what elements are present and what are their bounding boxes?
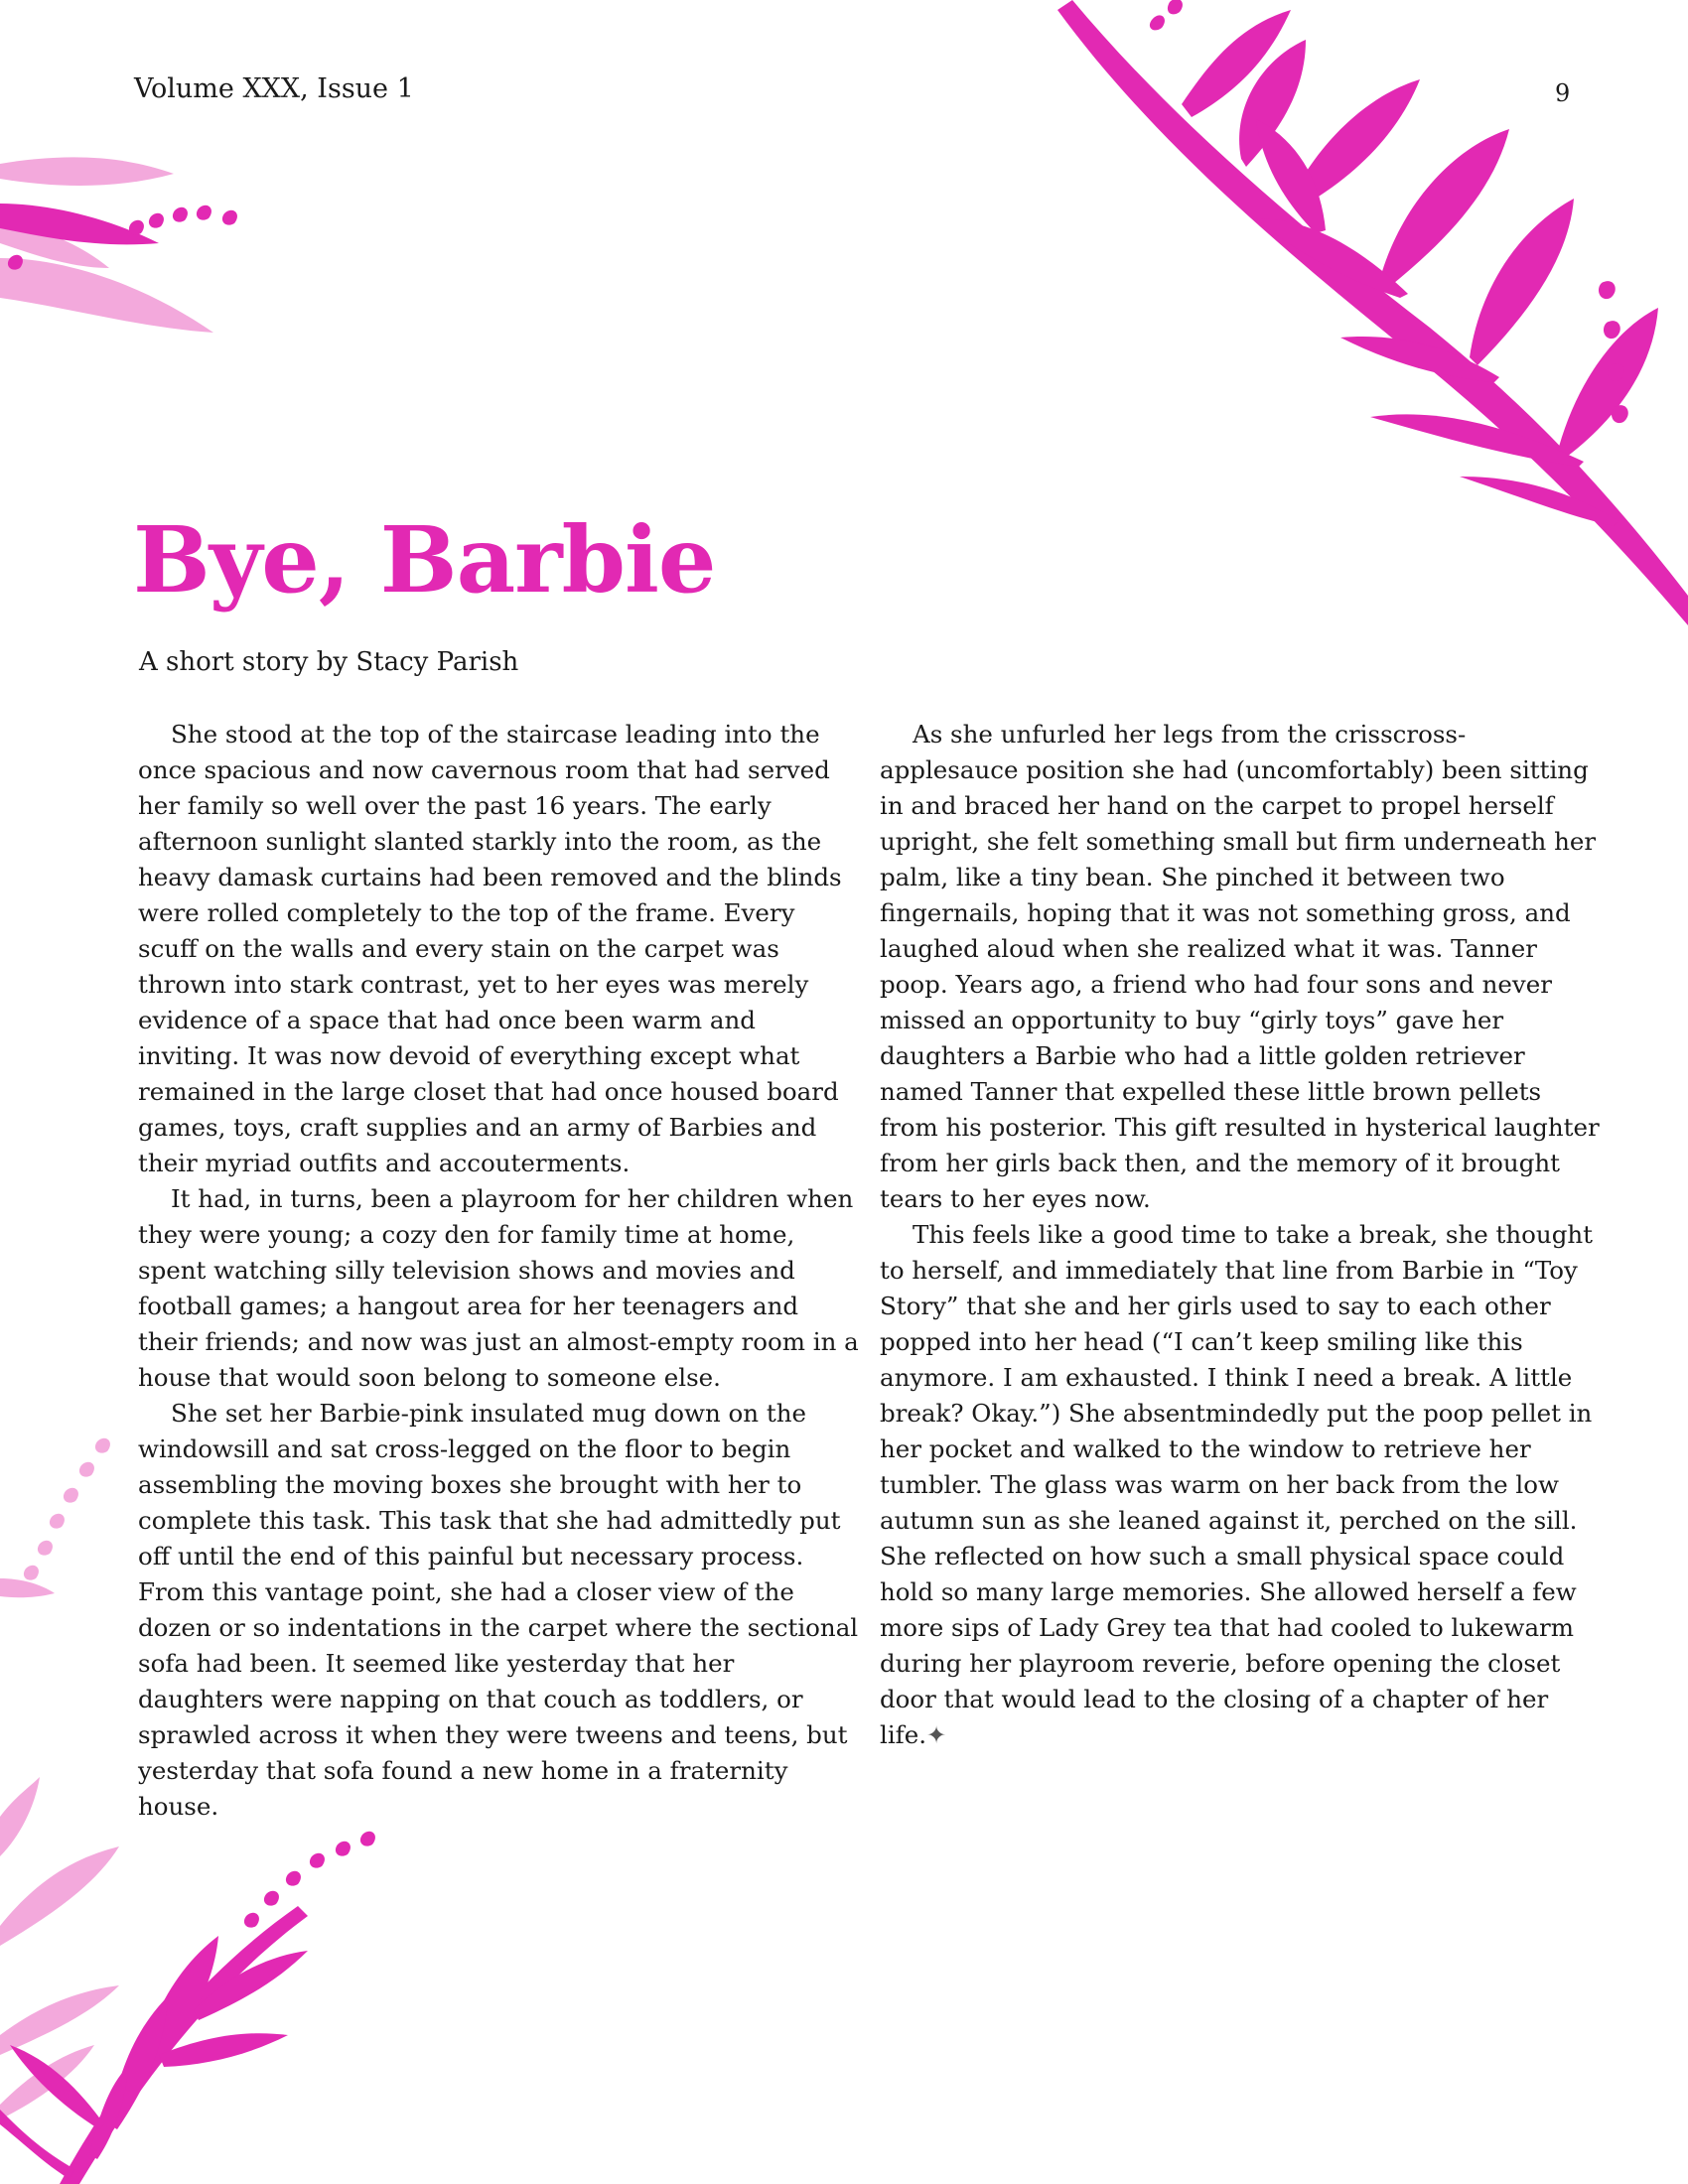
paragraph: She stood at the top of the staircase leading into the once spacious and now cavernous room that had served her family so well over the past 16 years. The early afternoon sunlight slanted starkly into the room, as the heavy damask curtains had been removed and the blinds were rolled completely to the top of the frame. Every scuff on the walls and every stain on the carpet was thrown into stark contrast, yet to her eyes was merely evidence of a space that had once been warm and inviting. It was now devoid of everything except what remained in the large closet that had once housed board games, toys, craft supplies and an army of Barbies and their myriad outfits and accouterments. [138, 720, 842, 1177]
top-left-leaves-illustration [0, 149, 258, 347]
end-mark-icon: ✦ [926, 1721, 947, 1749]
page-number: 9 [1555, 79, 1571, 107]
left-margin-dots-illustration [0, 1430, 129, 1628]
paragraph: It had, in turns, been a playroom for her children when they were young; a cozy den for family time at home, spent watching silly television shows and movies and football games; a hangout area for her teenagers and their friends; and now was just an almost-empty room in a house that would soon belong to someone else. [138, 1184, 859, 1392]
left-column [138, 717, 859, 1825]
paragraph-text: This feels like a good time to take a break, she thought to herself, and immediately that line from Barbie in “Toy Story” that she and her girls used to say to each other popped into her head (“I can’t keep smiling like this anymore. I am exhausted. I think I need a break. A little break? Okay.”) She absentmindedly put the poop pellet in her pocket and walked to the window to retrieve her tumbler. The glass was warm on her back from the low autumn sun as she leaned against it, perched on the sill. She reflected on how such a small physical space could hold so many large memories. She allowed herself a few more sips of Lady Grey tea that had cooled to lukewarm during her playroom reverie, before opening the closet door that would lead to the closing of a chapter of her life. [880, 1220, 1594, 1749]
paragraph [880, 1217, 1601, 1753]
bottom-left-branch-illustration [0, 1777, 417, 2184]
article-title: Bye, Barbie [133, 506, 716, 614]
paragraph: As she unfurled her legs from the crisscross-applesauce position she had (uncomfortably) been sitting in and braced her hand on the carpet to propel herself upright, she felt something small but firm underneath her palm, like a tiny bean. She pinched it between two fingernails, hoping that it was not something gross, and laughed aloud when she realized what it was. Tanner poop. Years ago, a friend who had four sons and never missed an opportunity to buy “girly toys” gave her daughters a Barbie who had a little golden retriever named Tanner that expelled these little brown pellets from his posterior. This gift resulted in hysterical laughter from her girls back then, and the memory of it brought tears to her eyes now. [880, 720, 1600, 1213]
issue-label: Volume XXX, Issue 1 [134, 73, 414, 104]
article-byline: A short story by Stacy Parish [139, 647, 519, 677]
paragraph: She set her Barbie-pink insulated mug down on the windowsill and sat cross-legged on the floor to begin assembling the moving boxes she brought with her to complete this task. This task that she had admittedly put off until the end of this painful but necessary process. From this vantage point, she had a closer view of the dozen or so indentations in the carpet where the sectional sofa had been. It seemed like yesterday that her daughters were napping on that couch as toddlers, or sprawled across it when they were tweens and teens, but yesterday that sofa found a new home in a fraternity house. [138, 1399, 859, 1821]
right-column [880, 717, 1601, 1753]
top-right-branch-illustration [1043, 0, 1688, 635]
